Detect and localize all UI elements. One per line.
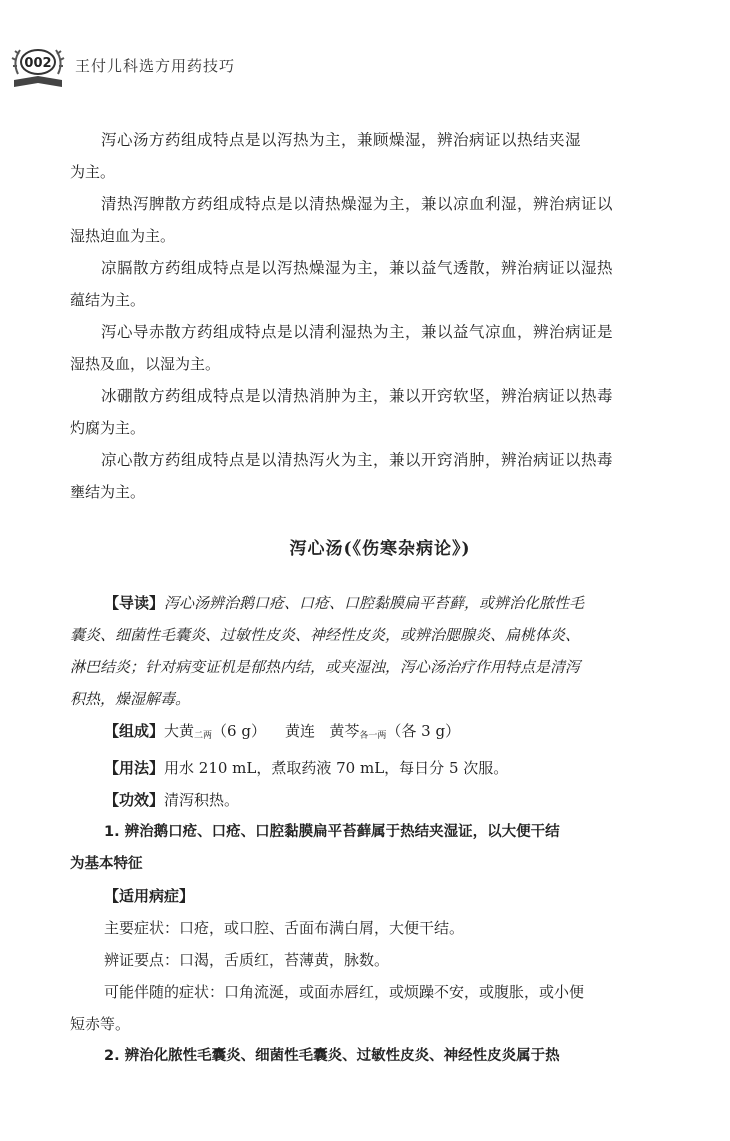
summary-line: 湿热及血，以湿为主。 [70, 355, 221, 373]
key-points: 辨证要点：口渴，舌质红，苔薄黄，脉数。 [104, 951, 390, 969]
summary-line: 凉心散方药组成特点是以清热泻火为主，兼以开窍消肿，辨治病证以热毒 [101, 451, 614, 469]
guide-tag: 【导读】 [104, 594, 165, 612]
item-heading: 2. 辨治化脓性毛囊炎、细菌性毛囊炎、过敏性皮炎、神经性皮炎属于热 [104, 1048, 560, 1064]
guide-line: 淋巴结炎；针对病变证机是郁热内结，或夹湿浊，泻心汤治疗作用特点是清泻 [70, 658, 581, 676]
guide-line: 囊炎、细菌性毛囊炎、过敏性皮炎、神经性皮炎，或辨治腮腺炎、扁桃体炎、 [70, 626, 581, 644]
indications-tag: 【适用病症】 [104, 887, 195, 905]
guide-block [70, 587, 690, 715]
item-heading: 1. 辨治鹅口疮、口疮、口腔黏膜扁平苔藓属于热结夹湿证，以大便干结 [104, 824, 560, 840]
summary-paragraph [70, 124, 690, 188]
page-header [10, 40, 410, 92]
summary-line: 灼腐为主。 [70, 419, 146, 437]
page-content [70, 124, 690, 1072]
summary-line: 壅结为主。 [70, 483, 146, 501]
effect-line [70, 784, 690, 816]
indications-heading [70, 880, 690, 912]
book-title: 王付儿科选方用药技巧 [75, 57, 236, 75]
page-number-badge [10, 40, 66, 92]
summary-paragraph [70, 444, 690, 508]
herb-name: 黄连 [285, 722, 316, 740]
summary-line: 冰硼散方药组成特点是以清热消肿为主，兼以开窍软坚，辨治病证以热毒 [101, 387, 614, 405]
possible-symptoms: 短赤等。 [70, 1015, 131, 1033]
summary-line: 为主。 [70, 163, 116, 181]
guide-text: 泻心汤辨治鹅口疮、口疮、口腔黏膜扁平苔藓，或辨治化脓性毛 [164, 594, 585, 612]
summary-line: 蕴结为主。 [70, 291, 146, 309]
guide-line [70, 587, 690, 619]
herb-subscript: 二两 [194, 731, 213, 741]
effect-tag: 【功效】 [104, 791, 165, 809]
usage-text: 用水 210 mL，煮取药液 70 mL，每日分 5 次服。 [164, 759, 509, 777]
summary-line: 泻心汤方药组成特点是以泻热为主，兼顾燥湿，辨治病证以热结夹湿 [101, 131, 582, 149]
herb-dose: （各 3 g） [386, 722, 461, 740]
herb-name: 大黄 [164, 722, 195, 740]
composition-line [70, 715, 690, 752]
item-heading: 为基本特征 [70, 856, 143, 872]
composition-tag: 【组成】 [104, 722, 165, 740]
page-number: 002 [24, 56, 52, 71]
possible-symptoms: 可能伴随的症状：口角流涎，或面赤唇红，或烦躁不安，或腹胀，或小便 [104, 983, 585, 1001]
summary-line: 湿热迫血为主。 [70, 227, 176, 245]
summary-paragraph [70, 252, 690, 316]
guide-line: 积热，燥湿解毒。 [70, 690, 191, 708]
usage-tag: 【用法】 [104, 759, 165, 777]
main-symptoms: 主要症状：口疮，或口腔、舌面布满白屑，大便干结。 [104, 919, 465, 937]
summary-line: 清热泻脾散方药组成特点是以清热燥湿为主，兼以凉血利湿，辨治病证以 [101, 195, 614, 213]
herb-dose: （6 g） [212, 722, 266, 740]
summary-line: 凉膈散方药组成特点是以泻热燥湿为主，兼以益气透散，辨治病证以湿热 [101, 259, 614, 277]
section-title: 泻心汤(《伤寒杂病论》) [289, 539, 471, 559]
effect-text: 清泻积热。 [164, 791, 240, 809]
summary-paragraph [70, 188, 690, 252]
herb-name: 黄芩 [329, 722, 360, 740]
summary-line: 泻心导赤散方药组成特点是以清利湿热为主，兼以益气凉血，辨治病证是 [101, 323, 614, 341]
summary-paragraph [70, 380, 690, 444]
summary-paragraph [70, 316, 690, 380]
usage-line [70, 752, 690, 784]
herb-subscript: 各一两 [359, 731, 387, 741]
